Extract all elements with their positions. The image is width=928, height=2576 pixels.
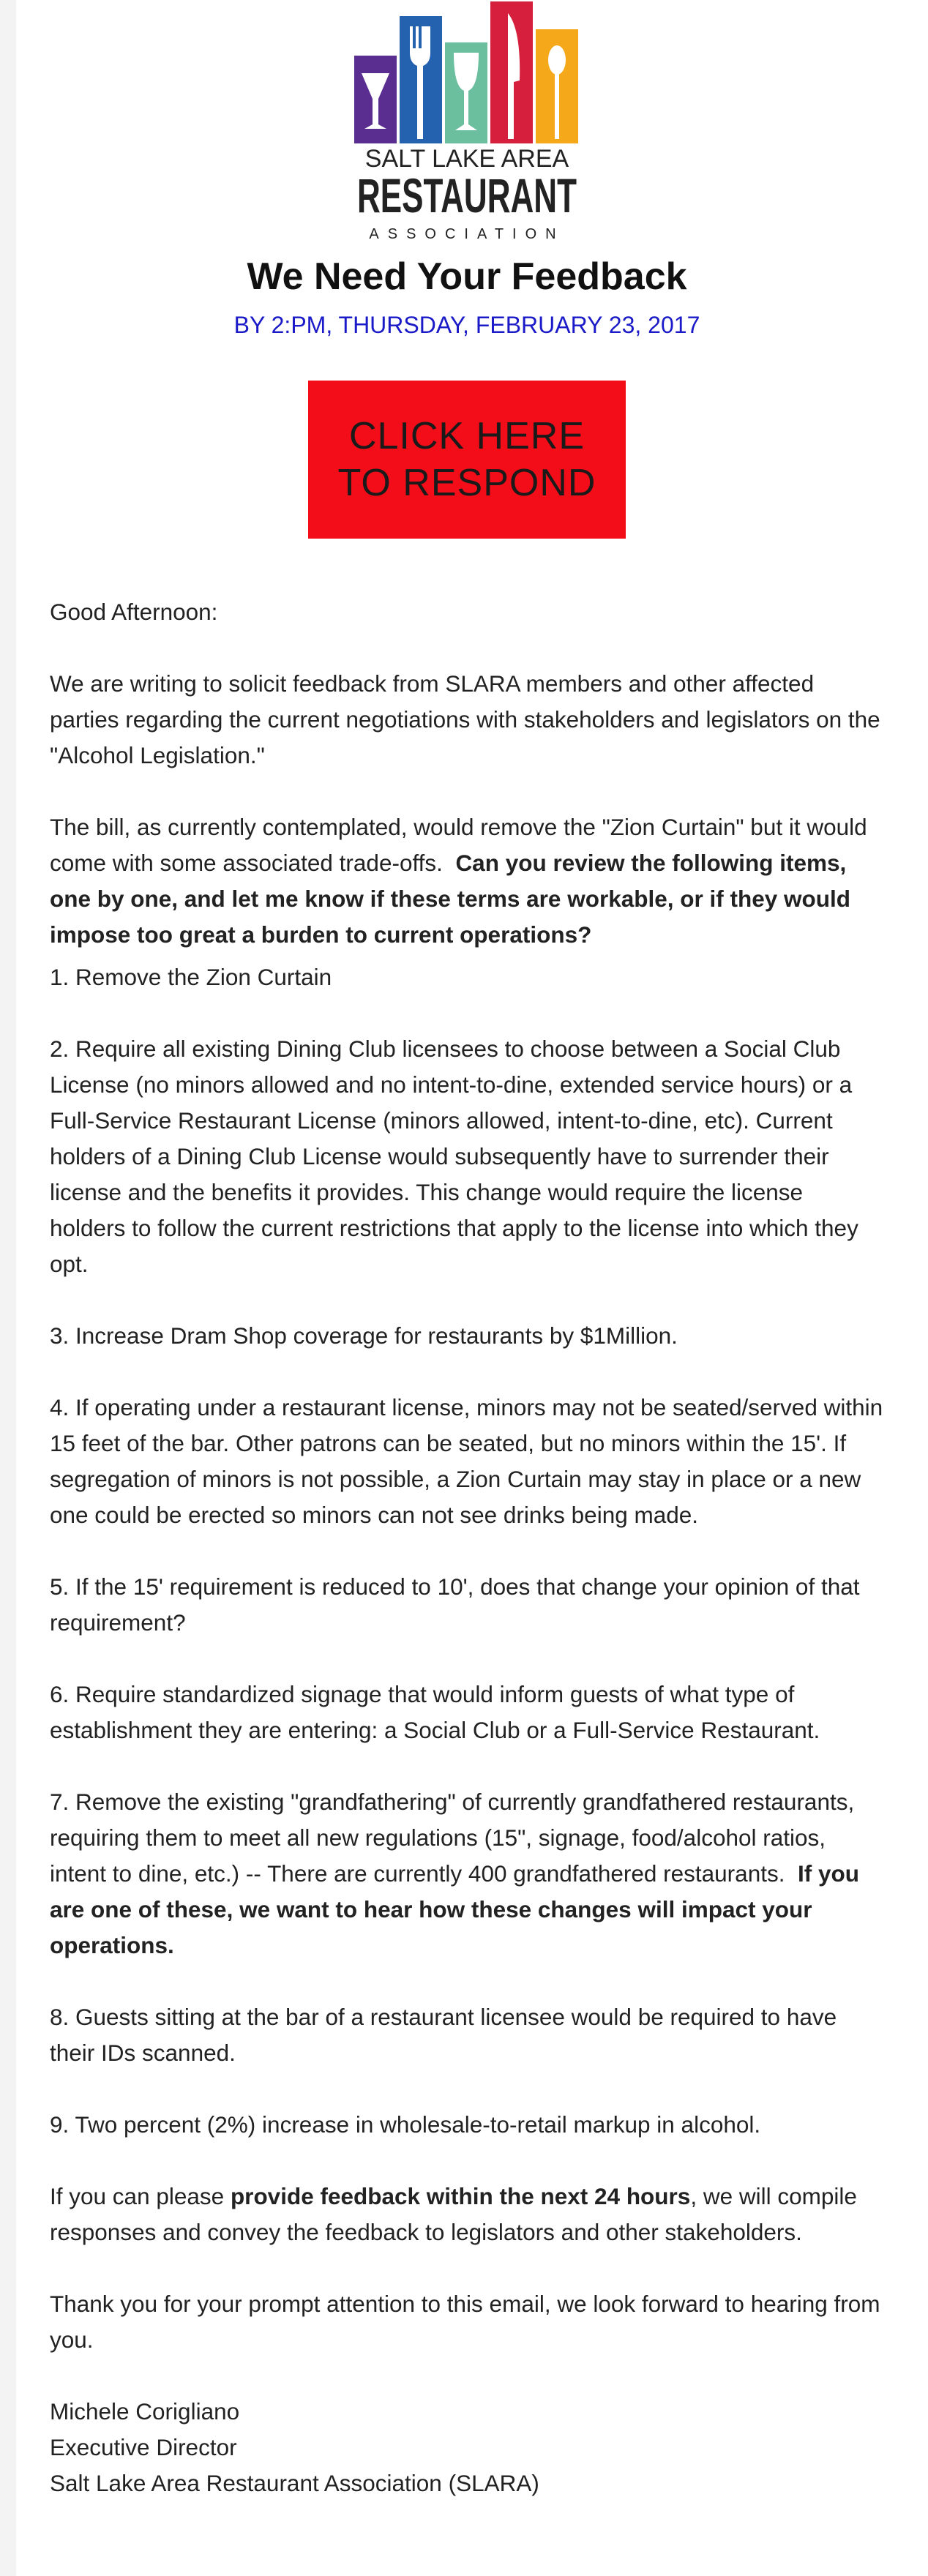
feedback-paragraph xyxy=(50,2179,884,2250)
feedback-bold: provide feedback within the next 24 hours xyxy=(230,2183,691,2209)
item7-bold: If you are one of these, we want to hear how these changes will impact your operations. xyxy=(50,1860,859,1958)
respond-button-line2: TO RESPOND xyxy=(337,462,596,504)
list-item-9: 9. Two percent (2%) increase in wholesale-to-retail markup in alcohol. xyxy=(50,2111,761,2138)
left-margin-strip xyxy=(0,0,16,2576)
logo-line1: SALT LAKE AREA xyxy=(364,145,569,173)
spoon-icon xyxy=(548,45,566,75)
letter-body xyxy=(50,594,884,2501)
respond-button[interactable] xyxy=(308,381,626,539)
list-item-3: 3. Increase Dram Shop coverage for restaurants by $1Million. xyxy=(50,1322,678,1349)
intro-paragraph: We are writing to solicit feedback from SLARA members and other affected parties regarding the current negotiations with stakeholders and legislators on the "Alcohol Legislation." xyxy=(50,670,880,768)
bill-paragraph xyxy=(50,809,884,953)
signature-name: Michele Corigliano xyxy=(50,2398,240,2425)
feedback-post: , we will compile responses and convey the feedback to legislators and other stakeholders. xyxy=(50,2183,857,2245)
signature-title: Executive Director xyxy=(50,2434,237,2460)
slara-logo xyxy=(351,0,593,249)
respond-button-line1: CLICK HERE xyxy=(348,415,585,457)
list-item-4: 4. If operating under a restaurant license, minors may not be seated/served within 15 feet of the bar. Other patrons can be seated, but no minors within the 15'. If segregation of minors is not possible, a Zion Curtain may stay in place or a new one could be erected so minors can not see drinks being made. xyxy=(50,1394,883,1528)
thanks-paragraph: Thank you for your prompt attention to this email, we look forward to hearing from you. xyxy=(50,2291,880,2353)
list-item-7 xyxy=(50,1784,884,1963)
logo-line2: RESTAURANT xyxy=(357,168,577,222)
greeting: Good Afternoon: xyxy=(50,599,218,625)
item7-text: 7. Remove the existing "grandfathering" of currently grandfathered restaurants, requiring them to meet all new regulations (15", signage, food/alcohol ratios, intent to dine, etc.) -- There are currently 400 grandfathered restaurants. xyxy=(50,1789,855,1887)
list-item-1: 1. Remove the Zion Curtain xyxy=(50,964,332,990)
logo-line3: ASSOCIATION xyxy=(369,226,565,242)
page-title: We Need Your Feedback xyxy=(247,255,687,298)
list-item-2: 2. Require all existing Dining Club licensees to choose between a Social Club License (no minors allowed and no intent-to-dine, extended service hours) or a Full-Service Restaurant License (minors allowed, intent-to-dine, etc). Current holders of a Dining Club License would subsequently have to surrender their license and the benefits it provides. This change would require the license holders to follow the current restrictions that apply to the license into which they opt. xyxy=(50,1036,858,1277)
list-item-8: 8. Guests sitting at the bar of a restaurant licensee would be required to have their IDs scanned. xyxy=(50,2004,837,2066)
bill-text: The bill, as currently contemplated, would remove the "Zion Curtain" but it would come with some associated trade-offs. xyxy=(50,814,867,876)
list-item-5: 5. If the 15' requirement is reduced to 10', does that change your opinion of that requirement? xyxy=(50,1573,860,1636)
signature-org: Salt Lake Area Restaurant Association (SLARA) xyxy=(50,2470,539,2496)
deadline-text: BY 2:PM, THURSDAY, FEBRUARY 23, 2017 xyxy=(233,312,700,338)
feedback-pre: If you can please xyxy=(50,2183,225,2209)
list-item-6: 6. Require standardized signage that would inform guests of what type of establishment they are entering: a Social Club or a Full-Service Restaurant. xyxy=(50,1681,820,1743)
bill-ask: Can you review the following items, one by one, and let me know if these terms are workable, or if they would impose too great a burden to current operations? xyxy=(50,850,850,948)
